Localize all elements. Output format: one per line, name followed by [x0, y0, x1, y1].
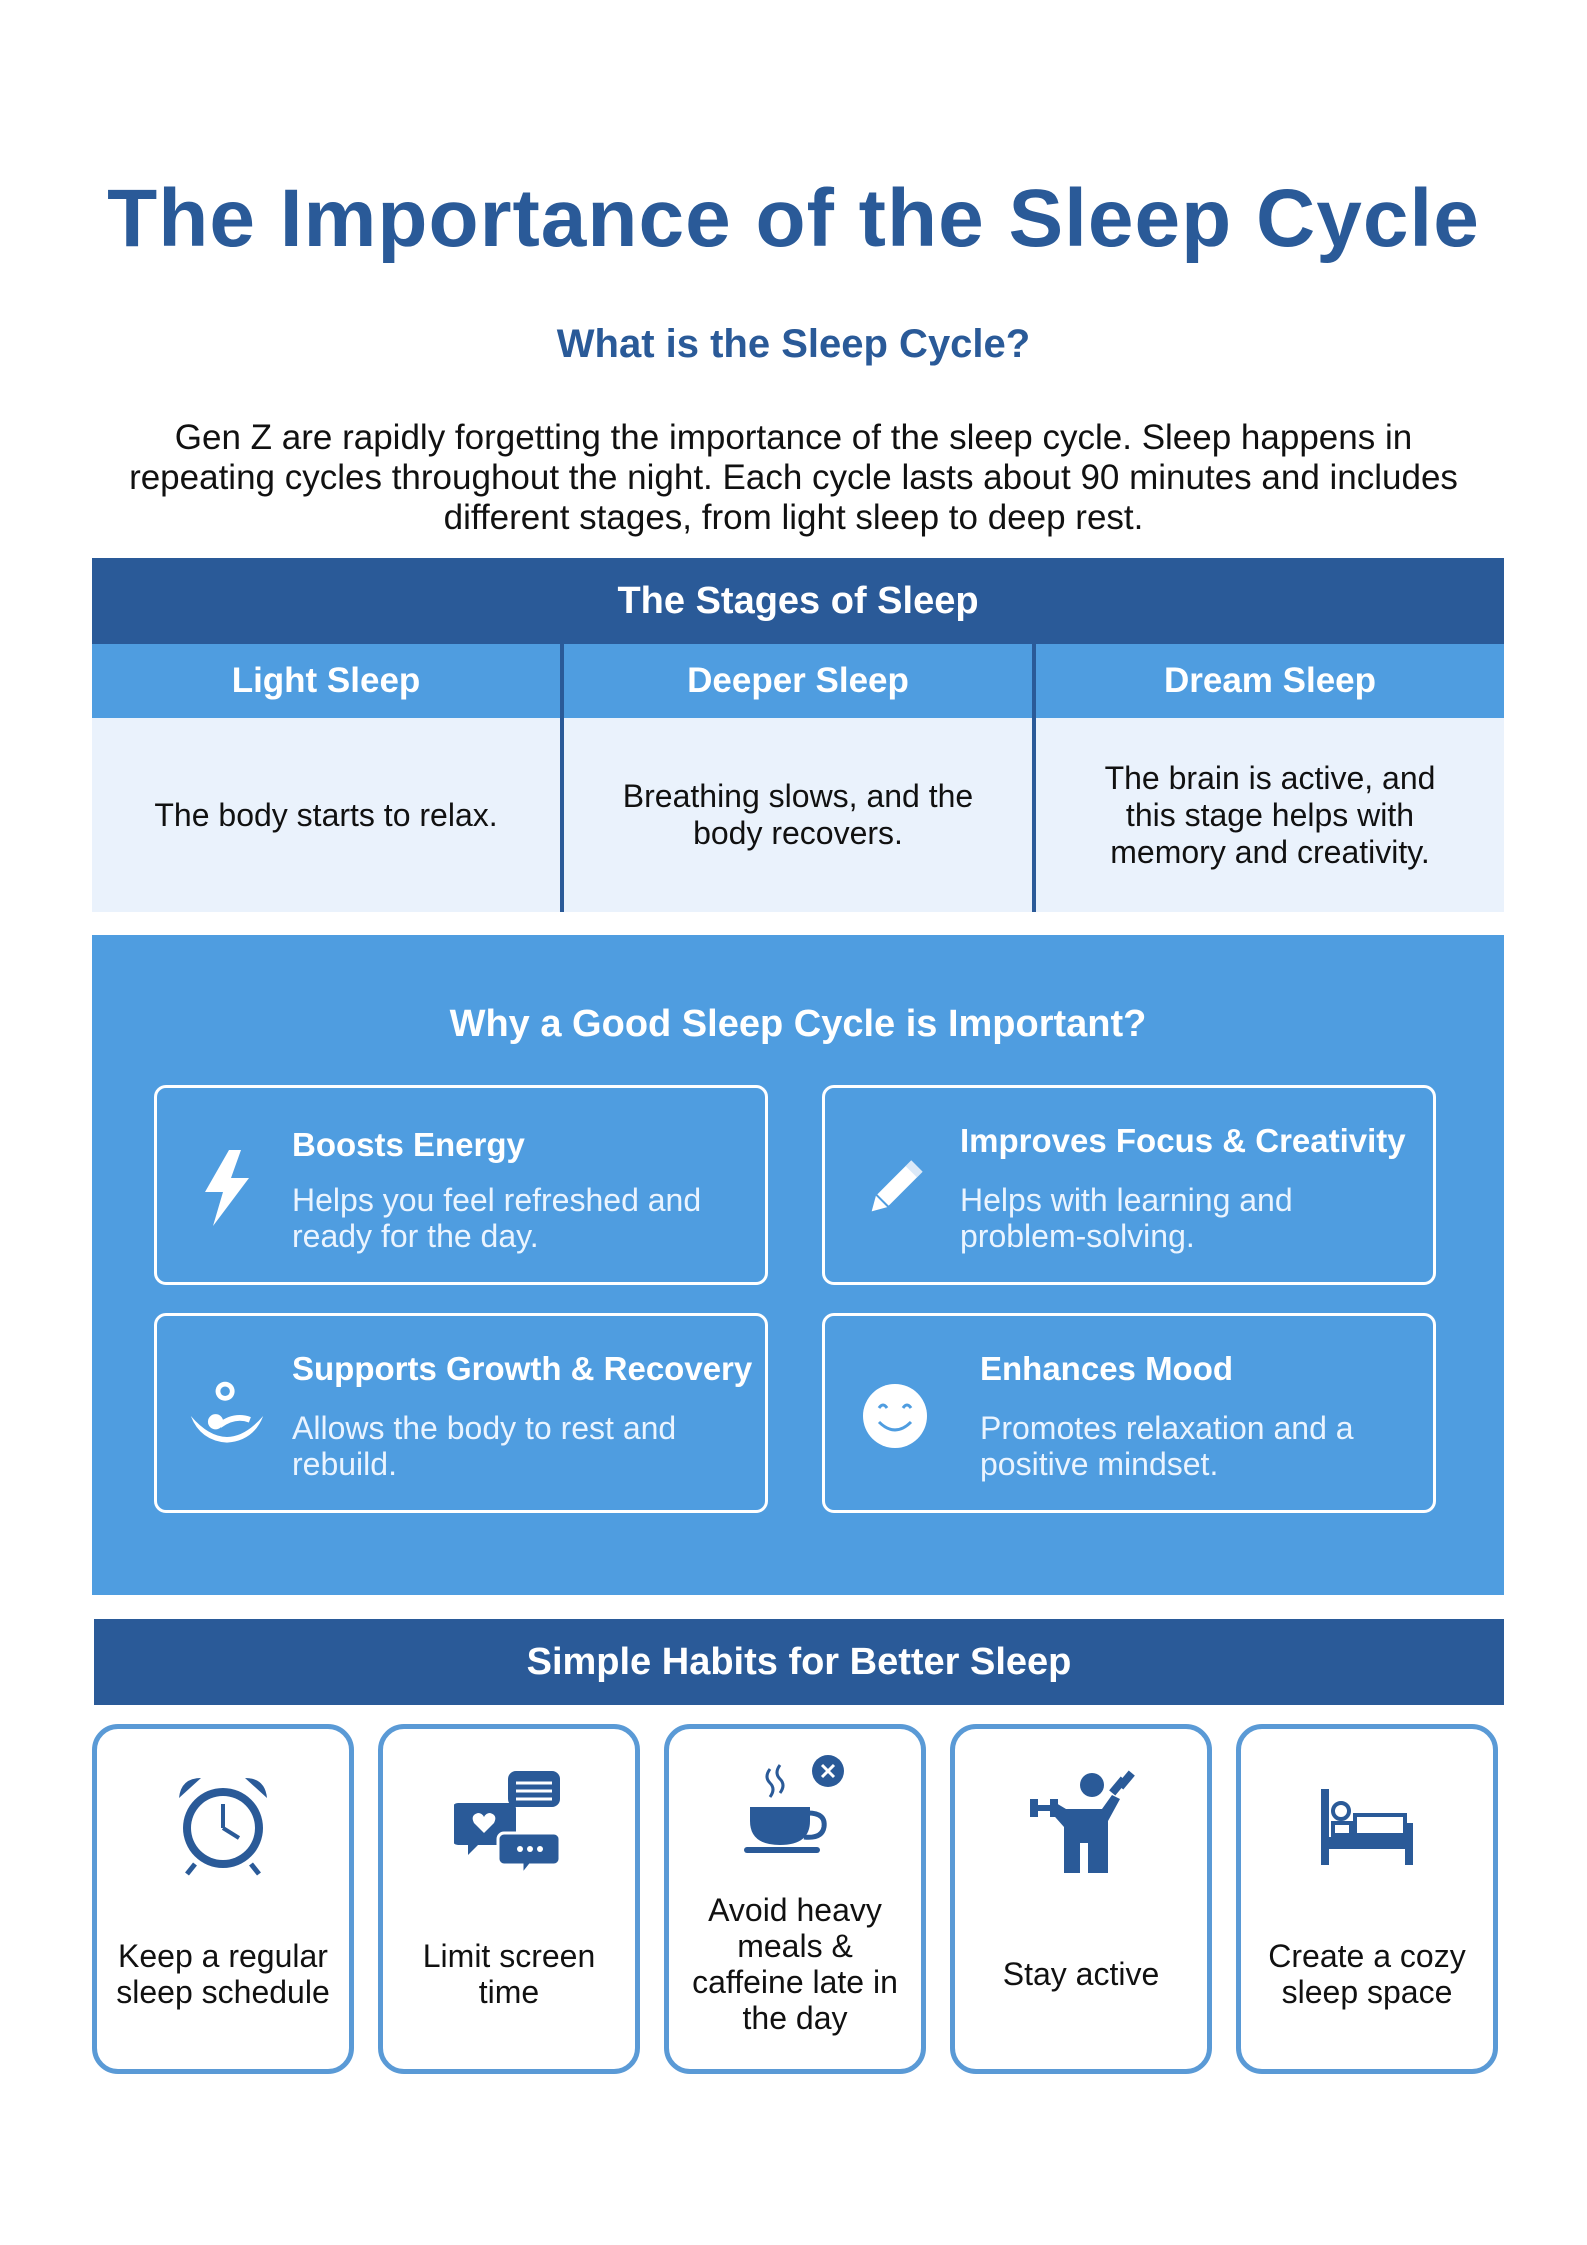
lightning-icon: [187, 1128, 267, 1248]
section-subtitle: What is the Sleep Cycle?: [556, 322, 1031, 366]
habit-cozy-space: [1236, 1724, 1498, 2074]
stage-name: Light Sleep: [92, 644, 560, 718]
growth-icon: [187, 1356, 267, 1476]
chat-bubbles-icon: [383, 1769, 635, 1879]
habit-limit-screen: [378, 1724, 640, 2074]
stage-name: Dream Sleep: [1036, 644, 1504, 718]
habit-text: Keep a regular sleep schedule: [116, 1938, 330, 2010]
habit-text: Avoid heavy meals & caffeine late in the day: [692, 1892, 898, 2036]
bed-icon: [1241, 1769, 1493, 1879]
habit-text: Limit screen time: [422, 1938, 596, 2010]
habit-text: Stay active: [1002, 1956, 1160, 1992]
card-title: Supports Growth & Recovery: [292, 1350, 753, 1387]
stage-dream-sleep: [1032, 644, 1504, 912]
stage-description: Breathing slows, and the body recovers.: [564, 718, 1032, 912]
stage-description: The body starts to relax.: [92, 718, 560, 912]
card-improves-focus: [822, 1085, 1436, 1285]
habit-text: Create a cozy sleep space: [1268, 1938, 1466, 2010]
why-title: Why a Good Sleep Cycle is Important?: [449, 1003, 1147, 1045]
habit-regular-schedule: [92, 1724, 354, 2074]
habits-header: Simple Habits for Better Sleep: [94, 1619, 1504, 1705]
card-text: Helps you feel refreshed and ready for the day.: [292, 1182, 702, 1254]
exercise-icon: [955, 1769, 1207, 1879]
why-section: [92, 935, 1504, 1595]
card-enhances-mood: [822, 1313, 1436, 1513]
card-title: Improves Focus & Creativity: [960, 1122, 1406, 1159]
stage-name: Deeper Sleep: [564, 644, 1032, 718]
card-supports-growth: [154, 1313, 768, 1513]
habit-avoid-meals-caffeine: [664, 1724, 926, 2074]
page-title: The Importance of the Sleep Cycle: [107, 173, 1480, 264]
pencil-icon: [855, 1128, 935, 1248]
stage-light-sleep: [92, 644, 560, 912]
coffee-cup-icon: [669, 1751, 921, 1861]
card-title: Boosts Energy: [292, 1126, 525, 1163]
intro-paragraph: Gen Z are rapidly forgetting the importance of the sleep cycle. Sleep happens in repeating cycles throughout the night. Each cycle lasts about 90 minutes and includes different stages, from light sleep to deep rest.: [129, 418, 1458, 537]
stages-header: The Stages of Sleep: [92, 558, 1504, 644]
alarm-clock-icon: [97, 1769, 349, 1879]
card-boosts-energy: [154, 1085, 768, 1285]
card-text: Allows the body to rest and rebuild.: [292, 1410, 677, 1482]
card-title: Enhances Mood: [980, 1350, 1234, 1387]
smile-icon: [855, 1356, 935, 1476]
card-text: Helps with learning and problem-solving.: [960, 1182, 1293, 1254]
stage-description: The brain is active, and this stage helps with memory and creativity.: [1036, 718, 1504, 912]
habit-stay-active: [950, 1724, 1212, 2074]
stages-table: [92, 558, 1504, 912]
stage-deeper-sleep: [560, 644, 1032, 912]
card-text: Promotes relaxation and a positive mindset.: [980, 1410, 1354, 1482]
